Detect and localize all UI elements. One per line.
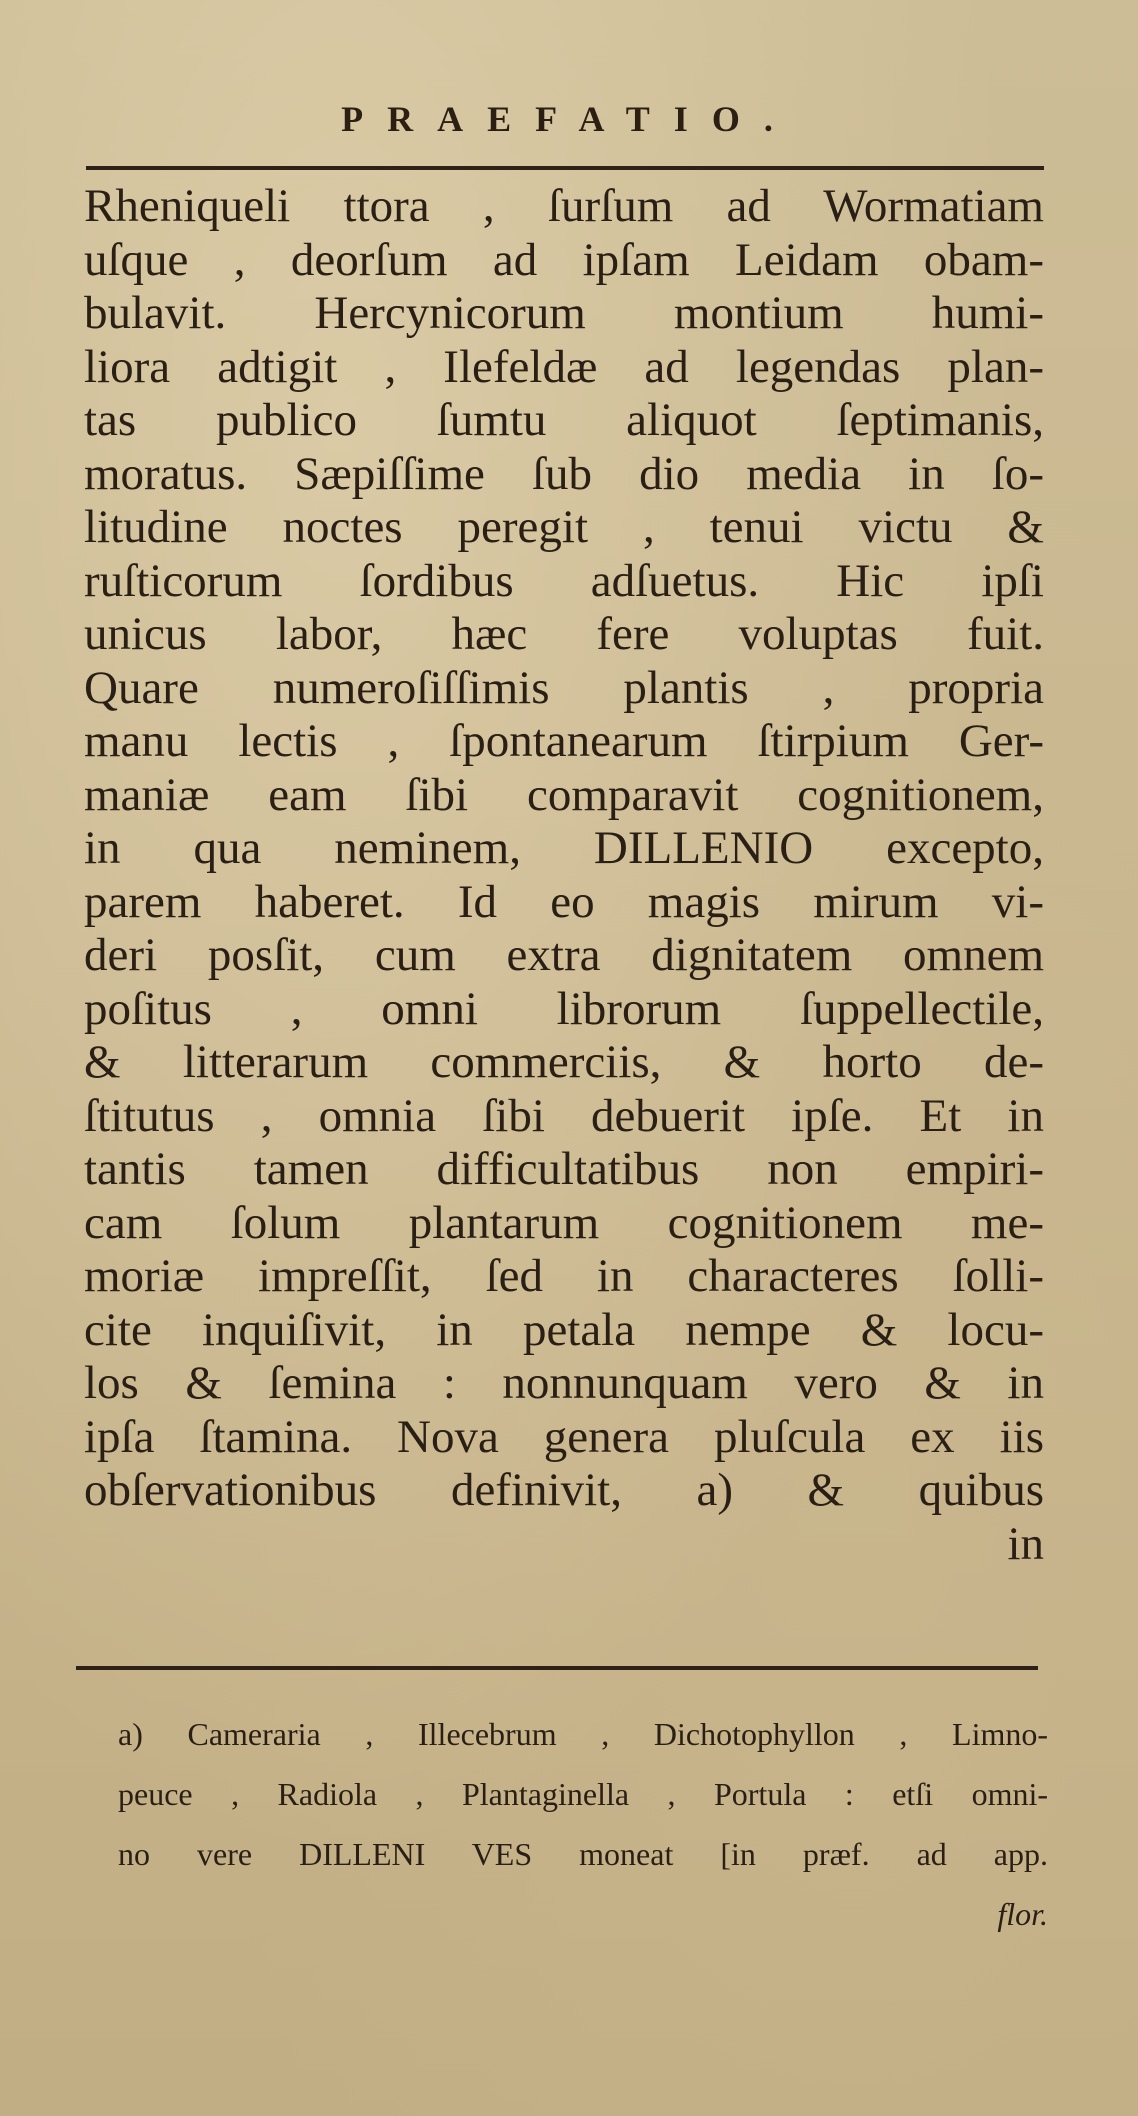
catchword: in	[1007, 1517, 1044, 1570]
footnote-line: peuce , Radiola , Plantaginella , Portula : etſi omni-	[118, 1776, 1048, 1812]
body-line: liora adtigit , Ilefeldæ ad legendas plan-	[84, 340, 1044, 393]
body-line: manu lectis , ſpontanearum ſtirpium Ger-	[84, 715, 1044, 767]
body-line: moriæ impreſſit, ſed in characteres ſolli-	[84, 1250, 1044, 1302]
header-rule	[86, 166, 1044, 170]
body-line: poſitus , omni librorum ſuppellectile,	[84, 982, 1044, 1035]
body-line: tantis tamen difficultatibus non empiri-	[84, 1143, 1044, 1195]
body-line: Quare numeroſiſſimis plantis , propria	[84, 661, 1044, 714]
body-line: deri posſit, cum extra dignitatem omnem	[84, 929, 1044, 981]
body-line: cam ſolum plantarum cognitionem me-	[84, 1196, 1044, 1249]
body-line: unicus labor, hæc fere voluptas fuit.	[84, 608, 1044, 660]
body-line: parem haberet. Id eo magis mirum vi-	[84, 875, 1044, 928]
body-line: ipſa ſtamina. Nova genera pluſcula ex iis	[84, 1410, 1044, 1463]
body-line: in qua neminem, DILLENIO excepto,	[84, 822, 1044, 874]
running-header: PRAEFATIO.	[341, 99, 797, 139]
footnote-line: no vere DILLENI VES moneat [in præf. ad app.	[118, 1836, 1048, 1872]
body-line: litudine noctes peregit , tenui victu &	[84, 501, 1044, 553]
body-line: maniæ eam ſibi comparavit cognitionem,	[84, 768, 1044, 821]
body-line: Rheniqueli ttora , ſurſum ad Wormatiam	[84, 180, 1044, 232]
body-line: tas publico ſumtu aliquot ſeptimanis,	[84, 394, 1044, 446]
footnote	[118, 1704, 1048, 1944]
body-line: uſque , deorſum ad ipſam Leidam obam-	[84, 233, 1044, 286]
body-line: los & ſemina : nonnunquam vero & in	[84, 1357, 1044, 1409]
body-line: ſtitutus , omnia ſibi debuerit ipſe. Et in	[84, 1089, 1044, 1142]
footnote-rule	[76, 1666, 1038, 1670]
body-line: obſervationibus definivit, a) & quibus	[84, 1464, 1044, 1516]
body-line: cite inquiſivit, in petala nempe & locu-	[84, 1303, 1044, 1356]
body-text	[84, 180, 1044, 1571]
footnote-line: a) Cameraria , Illecebrum , Dichotophyllon , Limno-	[118, 1716, 1048, 1752]
body-line: bulavit. Hercynicorum montium humi-	[84, 287, 1044, 339]
body-line: moratus. Sæpiſſime ſub dio media in ſo-	[84, 447, 1044, 500]
body-line: ruſticorum ſordibus adſuetus. Hic ipſi	[84, 554, 1044, 607]
body-line: & litterarum commerciis, & horto de-	[84, 1036, 1044, 1088]
footnote-line: flor.	[997, 1896, 1048, 1932]
